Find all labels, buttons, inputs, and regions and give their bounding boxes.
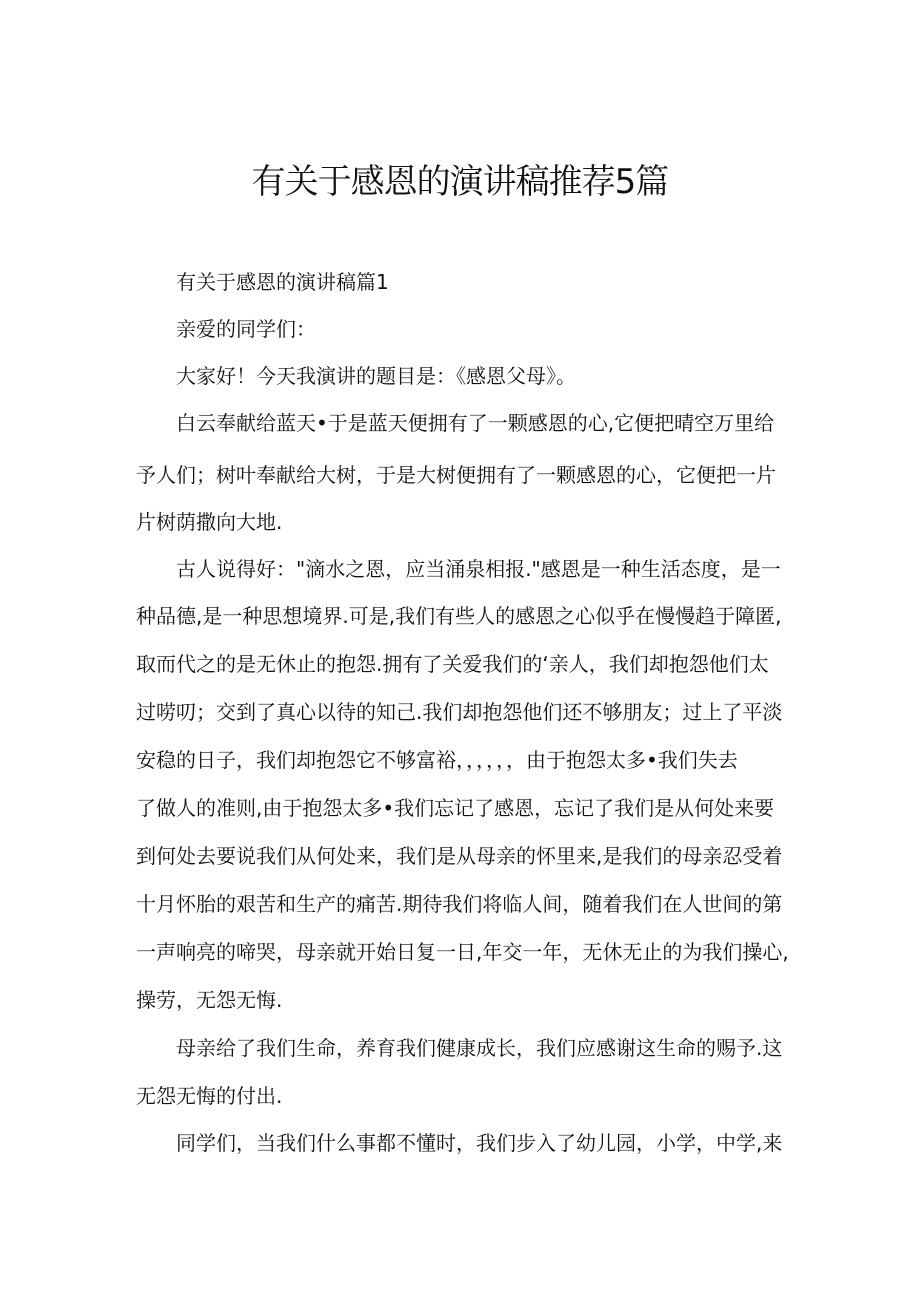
paragraph-line: 取而代之的是无休止的抱怨.拥有了关爱我们的‘亲人，我们却抱怨他们太 bbox=[136, 652, 769, 676]
paragraph-line: 片树荫撒向大地. bbox=[136, 510, 283, 534]
paragraph-line: 安稳的日子，我们却抱怨它不够富裕，，，，，，由于抱怨太多•我们失去 bbox=[136, 748, 738, 772]
paragraph-line: 母亲给了我们生命，养育我们健康成长，我们应感谢这生命的赐予.这 bbox=[176, 1036, 783, 1060]
paragraph-line: 一声响亮的啼哭，母亲就开始日复一日,年交一年，无休无止的为我们操心, bbox=[136, 940, 789, 964]
paragraph-line: 古人说得好："滴水之恩，应当涌泉相报."感恩是一种生活态度，是一 bbox=[176, 557, 781, 581]
paragraph-line: 同学们，当我们什么事都不懂时，我们步入了幼儿园，小学，中学,来 bbox=[176, 1131, 783, 1155]
section-heading: 有关于感恩的演讲稿篇1 bbox=[176, 270, 389, 294]
paragraph-line: 白云奉献给蓝天•于是蓝天便拥有了一颗感恩的心,它便把晴空万里给 bbox=[176, 411, 775, 435]
paragraph-line: 操劳，无怨无悔. bbox=[136, 988, 283, 1012]
paragraph-line: 种品德,是一种思想境界.可是,我们有些人的感恩之心似乎在慢慢趋于障匿, bbox=[136, 604, 782, 628]
document-title: 有关于感恩的演讲稿推荐5篇 bbox=[251, 162, 669, 202]
paragraph-line: 过唠叨；交到了真心以待的知己.我们却抱怨他们还不够朋友；过上了平淡 bbox=[136, 700, 783, 724]
paragraph-line: 予人们；树叶奉献给大树，于是大树便拥有了一颗感恩的心，它便把一片 bbox=[136, 463, 776, 487]
paragraph-line: 到何处去要说我们从何处来，我们是从母亲的怀里来,是我们的母亲忍受着 bbox=[136, 844, 783, 868]
greeting: 大家好！今天我演讲的题目是：《感恩父母》。 bbox=[176, 364, 576, 388]
paragraph-line: 十月怀胎的艰苦和生产的痛苦.期待我们将临人间，随着我们在人世间的第 bbox=[136, 892, 783, 916]
salutation: 亲爱的同学们： bbox=[176, 317, 316, 341]
paragraph-line: 无怨无悔的付出. bbox=[136, 1084, 283, 1108]
paragraph-line: 了做人的准则,由于抱怨太多•我们忘记了感恩，忘记了我们是从何处来要 bbox=[136, 796, 775, 820]
